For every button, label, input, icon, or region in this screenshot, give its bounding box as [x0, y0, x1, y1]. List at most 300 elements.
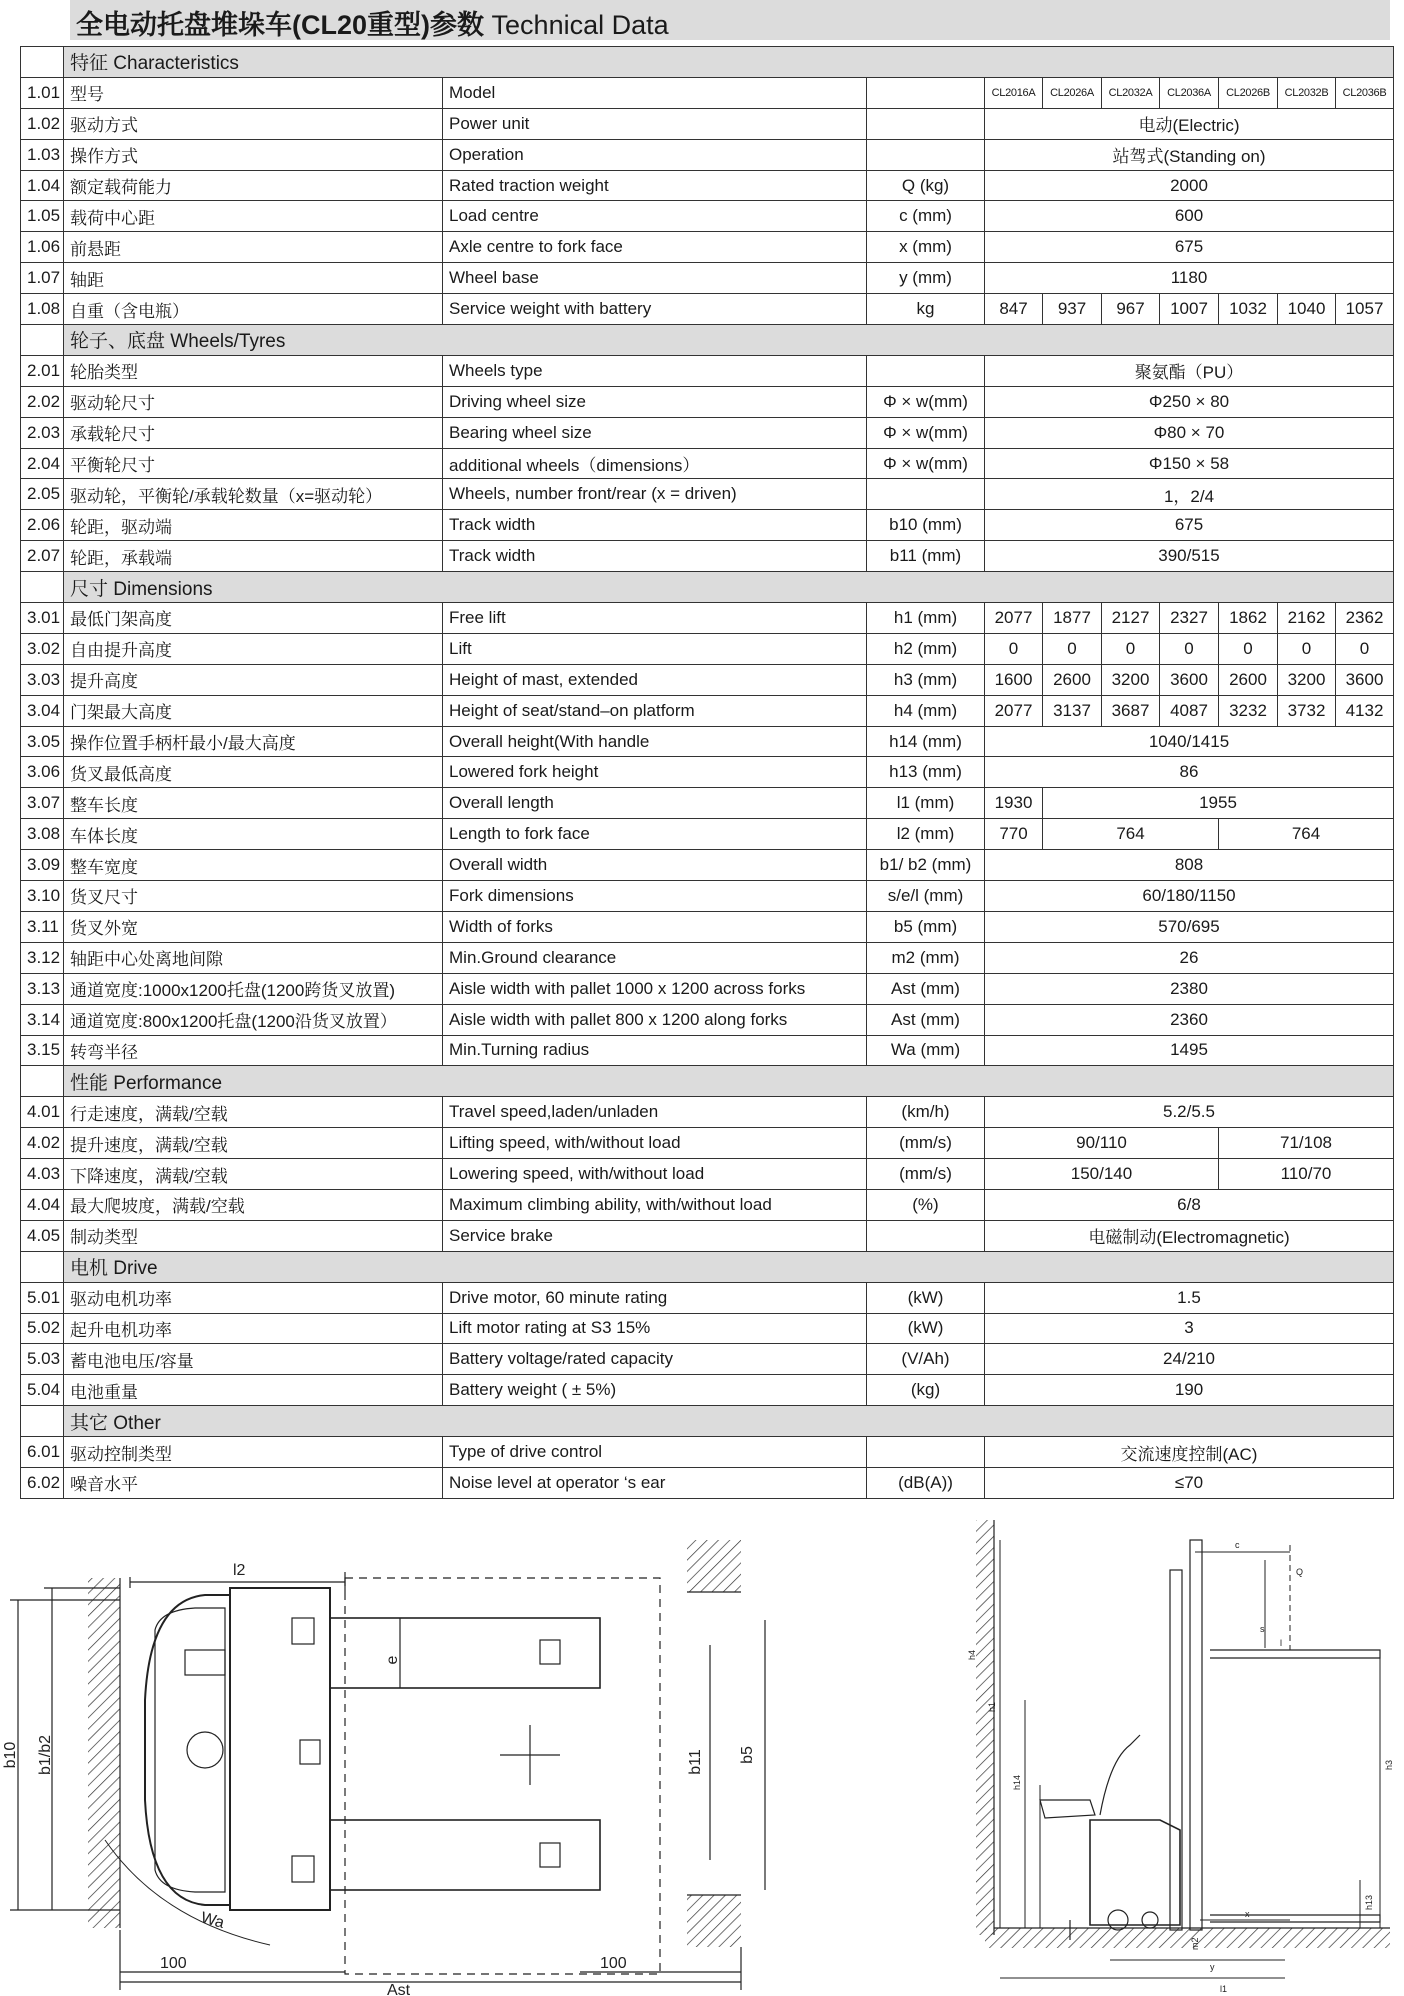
row-label-zh: 操作方式 — [64, 139, 443, 170]
row-value: 2380 — [985, 973, 1394, 1004]
table-row — [21, 850, 1394, 881]
row-number: 3.03 — [21, 664, 64, 695]
row-label-zh: 前悬距 — [64, 232, 443, 263]
table-row — [21, 479, 1394, 510]
row-unit: Φ × w(mm) — [867, 386, 985, 417]
row-value: 电磁制动(Electromagnetic) — [985, 1220, 1394, 1251]
row-value: 1，2/4 — [985, 479, 1394, 510]
row-number: 2.05 — [21, 479, 64, 510]
table-row — [21, 1004, 1394, 1035]
table-row — [21, 1344, 1394, 1375]
row-label-zh: 下降速度，满载/空载 — [64, 1159, 443, 1190]
row-label-zh: 行走速度，满载/空载 — [64, 1097, 443, 1128]
row-label-zh: 货叉外宽 — [64, 911, 443, 942]
row-number: 5.04 — [21, 1375, 64, 1406]
row-label-zh: 起升电机功率 — [64, 1313, 443, 1344]
model-value: 1040 — [1278, 294, 1336, 325]
row-label-en: Height of mast, extended — [443, 664, 867, 695]
row-value: Φ250 × 80 — [985, 386, 1394, 417]
section-title: 尺寸 Dimensions — [64, 572, 1394, 603]
model-value: 2327 — [1160, 603, 1219, 634]
row-unit: h1 (mm) — [867, 603, 985, 634]
row-number: 3.11 — [21, 911, 64, 942]
row-label-zh: 轮距，驱动端 — [64, 510, 443, 541]
row-number: 6.02 — [21, 1467, 64, 1498]
row-label-zh: 驱动控制类型 — [64, 1437, 443, 1468]
row-unit: (km/h) — [867, 1097, 985, 1128]
model-value: 3200 — [1102, 664, 1160, 695]
row-label-zh: 整车长度 — [64, 788, 443, 819]
dim-label-100-left: 100 — [160, 1955, 187, 1972]
row-value: 86 — [985, 757, 1394, 788]
row-value: 2000 — [985, 170, 1394, 201]
group-value: 764 — [1043, 819, 1219, 850]
row-label-zh: 门架最大高度 — [64, 695, 443, 726]
table-row — [21, 355, 1394, 386]
section-header — [21, 47, 1394, 78]
table-row — [21, 294, 1394, 325]
row-value: 1.5 — [985, 1282, 1394, 1313]
row-unit: (mm/s) — [867, 1159, 985, 1190]
row-label-zh: 蓄电池电压/容量 — [64, 1344, 443, 1375]
row-number: 1.08 — [21, 294, 64, 325]
model-value: 937 — [1043, 294, 1102, 325]
row-label-en: Maximum climbing ability, with/without load — [443, 1189, 867, 1220]
row-value: ≤70 — [985, 1467, 1394, 1498]
row-unit: (kg) — [867, 1375, 985, 1406]
section-header — [21, 325, 1394, 356]
row-number: 5.02 — [21, 1313, 64, 1344]
row-number: 1.02 — [21, 108, 64, 139]
row-label-en: Driving wheel size — [443, 386, 867, 417]
table-row — [21, 695, 1394, 726]
spec-table — [20, 46, 1394, 1499]
section-title: 轮子、底盘 Wheels/Tyres — [64, 325, 1394, 356]
model-value: CL2032A — [1102, 77, 1160, 108]
row-label-zh: 型号 — [64, 77, 443, 108]
row-label-en: Min.Ground clearance — [443, 942, 867, 973]
row-value: 190 — [985, 1375, 1394, 1406]
model-value: CL2036B — [1336, 77, 1394, 108]
row-label-en: Model — [443, 77, 867, 108]
row-unit — [867, 355, 985, 386]
row-label-zh: 整车宽度 — [64, 850, 443, 881]
table-row — [21, 881, 1394, 912]
row-number: 3.07 — [21, 788, 64, 819]
group-value: 764 — [1219, 819, 1394, 850]
dim-label-h14: h14 — [1012, 1774, 1022, 1790]
table-row — [21, 201, 1394, 232]
row-unit — [867, 1437, 985, 1468]
table-row — [21, 263, 1394, 294]
model-value: 0 — [1160, 633, 1219, 664]
dim-label-wa: Wa — [198, 1909, 226, 1932]
row-label-en: Wheels, number front/rear (x = driven) — [443, 479, 867, 510]
section-number-cell — [21, 1066, 64, 1097]
row-label-zh: 通道宽度:1000x1200托盘(1200跨货叉放置) — [64, 973, 443, 1004]
group-value: 770 — [985, 819, 1043, 850]
table-row — [21, 386, 1394, 417]
row-label-zh: 自由提升高度 — [64, 633, 443, 664]
row-value: 600 — [985, 201, 1394, 232]
row-label-zh: 驱动方式 — [64, 108, 443, 139]
row-unit: h3 (mm) — [867, 664, 985, 695]
row-number: 3.06 — [21, 757, 64, 788]
row-number: 1.07 — [21, 263, 64, 294]
row-value: 6/8 — [985, 1189, 1394, 1220]
row-value: 570/695 — [985, 911, 1394, 942]
row-label-en: Track width — [443, 541, 867, 572]
group-value: 1930 — [985, 788, 1043, 819]
dim-label-m2: m2 — [1190, 1937, 1200, 1950]
table-row — [21, 973, 1394, 1004]
group-value: 90/110 — [985, 1128, 1219, 1159]
model-value: 0 — [985, 633, 1043, 664]
row-number: 4.01 — [21, 1097, 64, 1128]
model-value: 847 — [985, 294, 1043, 325]
row-unit: c (mm) — [867, 201, 985, 232]
model-value: 1032 — [1219, 294, 1278, 325]
section-header — [21, 1251, 1394, 1282]
row-label-en: Lowering speed, with/without load — [443, 1159, 867, 1190]
row-number: 3.12 — [21, 942, 64, 973]
model-value: 2127 — [1102, 603, 1160, 634]
row-label-en: Overall width — [443, 850, 867, 881]
row-unit: b11 (mm) — [867, 541, 985, 572]
row-value: 2360 — [985, 1004, 1394, 1035]
row-number: 2.06 — [21, 510, 64, 541]
row-label-en: Battery weight ( ± 5%) — [443, 1375, 867, 1406]
model-value: 2362 — [1336, 603, 1394, 634]
dim-label-x: x — [1245, 1909, 1250, 1919]
row-number: 1.05 — [21, 201, 64, 232]
row-label-zh: 驱动轮，平衡轮/承载轮数量（x=驱动轮） — [64, 479, 443, 510]
row-label-zh: 操作位置手柄杆最小/最大高度 — [64, 726, 443, 757]
model-value: 3232 — [1219, 695, 1278, 726]
row-value: Φ150 × 58 — [985, 448, 1394, 479]
row-label-en: Noise level at operator ‘s ear — [443, 1467, 867, 1498]
section-header — [21, 572, 1394, 603]
row-unit: kg — [867, 294, 985, 325]
dim-label-l2: l2 — [233, 1562, 246, 1579]
model-value: 0 — [1278, 633, 1336, 664]
row-number: 3.09 — [21, 850, 64, 881]
table-row — [21, 1097, 1394, 1128]
row-unit: (dB(A)) — [867, 1467, 985, 1498]
table-row — [21, 232, 1394, 263]
table-row — [21, 726, 1394, 757]
row-label-zh: 轮距，承载端 — [64, 541, 443, 572]
row-value: 3 — [985, 1313, 1394, 1344]
row-label-zh: 提升高度 — [64, 664, 443, 695]
row-label-en: Service weight with battery — [443, 294, 867, 325]
table-row — [21, 170, 1394, 201]
row-label-zh: 转弯半径 — [64, 1035, 443, 1066]
row-label-en: Wheel base — [443, 263, 867, 294]
row-number: 3.05 — [21, 726, 64, 757]
row-label-en: Lifting speed, with/without load — [443, 1128, 867, 1159]
row-label-zh: 最低门架高度 — [64, 603, 443, 634]
model-value: 2600 — [1043, 664, 1102, 695]
row-label-zh: 自重（含电瓶） — [64, 294, 443, 325]
model-value: 1600 — [985, 664, 1043, 695]
section-title: 电机 Drive — [64, 1251, 1394, 1282]
row-unit: (mm/s) — [867, 1128, 985, 1159]
row-unit: Wa (mm) — [867, 1035, 985, 1066]
side-view-drawing — [976, 1520, 1390, 1978]
row-value: 390/515 — [985, 541, 1394, 572]
row-number: 4.02 — [21, 1128, 64, 1159]
row-unit: h2 (mm) — [867, 633, 985, 664]
row-number: 3.13 — [21, 973, 64, 1004]
row-label-en: Service brake — [443, 1220, 867, 1251]
section-title: 性能 Performance — [64, 1066, 1394, 1097]
dim-label-b10: b10 — [2, 1741, 19, 1769]
row-label-zh: 载荷中心距 — [64, 201, 443, 232]
model-value: 0 — [1102, 633, 1160, 664]
table-row — [21, 603, 1394, 634]
table-row — [21, 633, 1394, 664]
row-number: 2.02 — [21, 386, 64, 417]
table-row — [21, 1128, 1394, 1159]
dim-label-h1: h1 — [987, 1701, 997, 1712]
group-value: 150/140 — [985, 1159, 1219, 1190]
row-label-en: Lift — [443, 633, 867, 664]
dim-label-h3: h3 — [1384, 1759, 1394, 1770]
row-unit: Ast (mm) — [867, 1004, 985, 1035]
row-label-en: Length to fork face — [443, 819, 867, 850]
model-value: 2077 — [985, 603, 1043, 634]
row-unit: (kW) — [867, 1282, 985, 1313]
spec-table-body — [21, 47, 1394, 1499]
row-unit: h14 (mm) — [867, 726, 985, 757]
row-label-en: Axle centre to fork face — [443, 232, 867, 263]
model-value: 2077 — [985, 695, 1043, 726]
model-value: CL2036A — [1160, 77, 1219, 108]
row-unit: s/e/l (mm) — [867, 881, 985, 912]
row-label-en: Lift motor rating at S3 15% — [443, 1313, 867, 1344]
row-label-zh: 噪音水平 — [64, 1467, 443, 1498]
row-number: 3.02 — [21, 633, 64, 664]
row-label-zh: 最大爬坡度，满载/空载 — [64, 1189, 443, 1220]
model-value: 3600 — [1336, 664, 1394, 695]
table-row — [21, 911, 1394, 942]
row-unit: b10 (mm) — [867, 510, 985, 541]
table-row — [21, 1220, 1394, 1251]
table-row — [21, 1035, 1394, 1066]
section-header — [21, 1406, 1394, 1437]
row-value: 26 — [985, 942, 1394, 973]
row-label-en: Wheels type — [443, 355, 867, 386]
row-value: 1180 — [985, 263, 1394, 294]
table-row — [21, 819, 1394, 850]
table-row — [21, 417, 1394, 448]
section-title: 其它 Other — [64, 1406, 1394, 1437]
row-label-zh: 电池重量 — [64, 1375, 443, 1406]
model-value: CL2016A — [985, 77, 1043, 108]
row-unit: h4 (mm) — [867, 695, 985, 726]
row-unit: (%) — [867, 1189, 985, 1220]
row-value: 交流速度控制(AC) — [985, 1437, 1394, 1468]
table-row — [21, 1313, 1394, 1344]
model-value: 0 — [1043, 633, 1102, 664]
table-row — [21, 1437, 1394, 1468]
model-value: 3600 — [1160, 664, 1219, 695]
row-unit — [867, 139, 985, 170]
dim-label-c: c — [1235, 1540, 1240, 1550]
row-unit: (kW) — [867, 1313, 985, 1344]
row-label-en: Aisle width with pallet 1000 x 1200 across forks — [443, 973, 867, 1004]
row-value: 1495 — [985, 1035, 1394, 1066]
row-unit: x (mm) — [867, 232, 985, 263]
dimension-drawings — [0, 1500, 1404, 1996]
row-unit: Φ × w(mm) — [867, 448, 985, 479]
table-row — [21, 541, 1394, 572]
dim-label-b1-b2: b1/b2 — [37, 1734, 54, 1776]
row-value: 24/210 — [985, 1344, 1394, 1375]
row-number: 3.08 — [21, 819, 64, 850]
dim-label-100-right: 100 — [600, 1955, 627, 1972]
row-number: 3.10 — [21, 881, 64, 912]
model-value: 1057 — [1336, 294, 1394, 325]
row-number: 2.04 — [21, 448, 64, 479]
row-label-en: Min.Turning radius — [443, 1035, 867, 1066]
row-label-zh: 额定载荷能力 — [64, 170, 443, 201]
row-unit: Φ × w(mm) — [867, 417, 985, 448]
row-unit: y (mm) — [867, 263, 985, 294]
row-label-en: Fork dimensions — [443, 881, 867, 912]
row-label-zh: 制动类型 — [64, 1220, 443, 1251]
dim-label-b5: b5 — [739, 1746, 756, 1764]
row-label-zh: 轴距 — [64, 263, 443, 294]
row-unit: h13 (mm) — [867, 757, 985, 788]
section-number-cell — [21, 572, 64, 603]
row-label-en: Battery voltage/rated capacity — [443, 1344, 867, 1375]
model-value: 1862 — [1219, 603, 1278, 634]
table-row — [21, 1467, 1394, 1498]
row-label-zh: 驱动轮尺寸 — [64, 386, 443, 417]
row-number: 1.06 — [21, 232, 64, 263]
row-unit: Q (kg) — [867, 170, 985, 201]
row-unit: l2 (mm) — [867, 819, 985, 850]
model-value: 967 — [1102, 294, 1160, 325]
dim-label-b11: b11 — [687, 1749, 704, 1775]
dim-label-e: e — [384, 1655, 401, 1665]
row-value: 电动(Electric) — [985, 108, 1394, 139]
row-number: 3.15 — [21, 1035, 64, 1066]
model-value: 2600 — [1219, 664, 1278, 695]
model-value: 4132 — [1336, 695, 1394, 726]
row-unit: b1/ b2 (mm) — [867, 850, 985, 881]
page-title-zh: 全电动托盘堆垛车(CL20重型)参数 — [76, 10, 485, 40]
row-unit: Ast (mm) — [867, 973, 985, 1004]
section-number-cell — [21, 47, 64, 78]
model-value: 3687 — [1102, 695, 1160, 726]
title-bar — [70, 0, 1390, 40]
row-label-en: Power unit — [443, 108, 867, 139]
table-row — [21, 139, 1394, 170]
group-value: 110/70 — [1219, 1159, 1394, 1190]
row-label-en: Bearing wheel size — [443, 417, 867, 448]
row-label-zh: 轴距中心处离地间隙 — [64, 942, 443, 973]
row-number: 3.14 — [21, 1004, 64, 1035]
row-value: 675 — [985, 232, 1394, 263]
row-number: 1.03 — [21, 139, 64, 170]
group-value: 71/108 — [1219, 1128, 1394, 1159]
row-unit: (V/Ah) — [867, 1344, 985, 1375]
model-value: CL2026A — [1043, 77, 1102, 108]
page-title-en: Technical Data — [491, 10, 669, 40]
section-title: 特征 Characteristics — [64, 47, 1394, 78]
row-number: 1.04 — [21, 170, 64, 201]
row-unit: l1 (mm) — [867, 788, 985, 819]
row-label-en: Aisle width with pallet 800 x 1200 along forks — [443, 1004, 867, 1035]
table-row — [21, 510, 1394, 541]
row-value: 5.2/5.5 — [985, 1097, 1394, 1128]
dim-label-s: s — [1260, 1624, 1265, 1634]
row-label-en: Type of drive control — [443, 1437, 867, 1468]
row-label-zh: 提升速度，满载/空载 — [64, 1128, 443, 1159]
model-value: 4087 — [1160, 695, 1219, 726]
row-number: 1.01 — [21, 77, 64, 108]
row-value: Φ80 × 70 — [985, 417, 1394, 448]
row-value: 60/180/1150 — [985, 881, 1394, 912]
row-label-en: Lowered fork height — [443, 757, 867, 788]
table-row — [21, 664, 1394, 695]
dim-label-h13: h13 — [1364, 1894, 1374, 1910]
model-value: CL2026B — [1219, 77, 1278, 108]
row-label-en: Operation — [443, 139, 867, 170]
table-row — [21, 1282, 1394, 1313]
model-value: 0 — [1336, 633, 1394, 664]
dim-label-q: Q — [1296, 1567, 1304, 1577]
row-label-zh: 货叉最低高度 — [64, 757, 443, 788]
model-value: 2162 — [1278, 603, 1336, 634]
row-unit: b5 (mm) — [867, 911, 985, 942]
row-number: 5.03 — [21, 1344, 64, 1375]
row-label-en: Overall height(With handle — [443, 726, 867, 757]
section-number-cell — [21, 1406, 64, 1437]
table-row — [21, 1189, 1394, 1220]
row-label-zh: 车体长度 — [64, 819, 443, 850]
row-label-en: Travel speed,laden/unladen — [443, 1097, 867, 1128]
row-number: 5.01 — [21, 1282, 64, 1313]
table-row — [21, 942, 1394, 973]
dim-label-l: l — [1280, 1638, 1282, 1648]
row-label-zh: 驱动电机功率 — [64, 1282, 443, 1313]
row-label-en: additional wheels（dimensions） — [443, 448, 867, 479]
row-unit — [867, 77, 985, 108]
row-number: 6.01 — [21, 1437, 64, 1468]
row-label-zh: 承载轮尺寸 — [64, 417, 443, 448]
table-row — [21, 1159, 1394, 1190]
row-label-en: Track width — [443, 510, 867, 541]
row-unit: m2 (mm) — [867, 942, 985, 973]
table-row — [21, 77, 1394, 108]
row-number: 2.01 — [21, 355, 64, 386]
row-label-zh: 货叉尺寸 — [64, 881, 443, 912]
model-value: CL2032B — [1278, 77, 1336, 108]
dim-label-y: y — [1210, 1962, 1215, 1972]
section-number-cell — [21, 1251, 64, 1282]
row-label-zh: 平衡轮尺寸 — [64, 448, 443, 479]
row-unit — [867, 1220, 985, 1251]
row-label-en: Drive motor, 60 minute rating — [443, 1282, 867, 1313]
row-label-en: Load centre — [443, 201, 867, 232]
table-row — [21, 788, 1394, 819]
row-value: 675 — [985, 510, 1394, 541]
model-value: 1877 — [1043, 603, 1102, 634]
